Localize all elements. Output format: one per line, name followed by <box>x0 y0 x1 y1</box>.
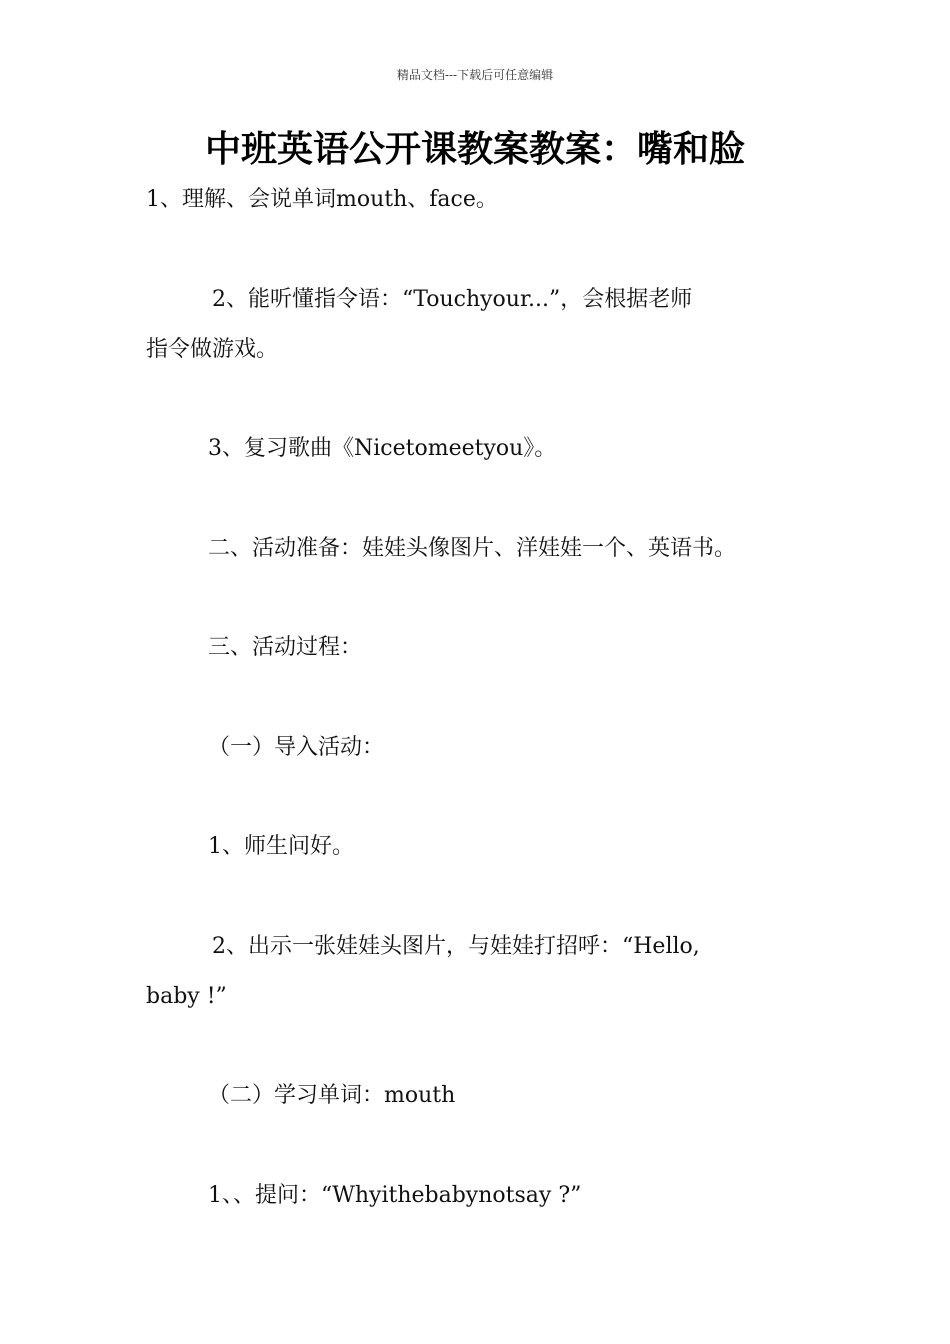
subsection-learn-word-heading: （二）学习单词：mouth <box>208 1083 456 1108</box>
objective-3: 3、复习歌曲《Nicetomeetyou》。 <box>208 436 557 461</box>
step-greeting: 1、师生问好。 <box>208 834 354 859</box>
objective-2: 2、能听懂指令语：“Touchyour...”，会根据老师 <box>212 287 693 312</box>
document-title: 中班英语公开课教案教案：嘴和脸 <box>204 129 745 170</box>
section-process-heading: 三、活动过程： <box>208 635 363 660</box>
subsection-intro-heading: （一）导入活动： <box>208 735 385 760</box>
objective-1: 1、理解、会说单词mouth、face。 <box>146 187 498 212</box>
step-show-picture: 2、出示一张娃娃头图片，与娃娃打招呼：“Hello, <box>212 934 700 959</box>
page-header-note: 精品文档---下载后可任意编辑 <box>396 68 554 82</box>
objective-2-continued: 指令做游戏。 <box>146 337 279 362</box>
section-preparation: 二、活动准备：娃娃头像图片、洋娃娃一个、英语书。 <box>208 536 737 561</box>
step-show-picture-continued: baby !” <box>146 984 227 1009</box>
step-question: 1、、提问：“Whyithebabynotsay ?” <box>208 1183 582 1208</box>
